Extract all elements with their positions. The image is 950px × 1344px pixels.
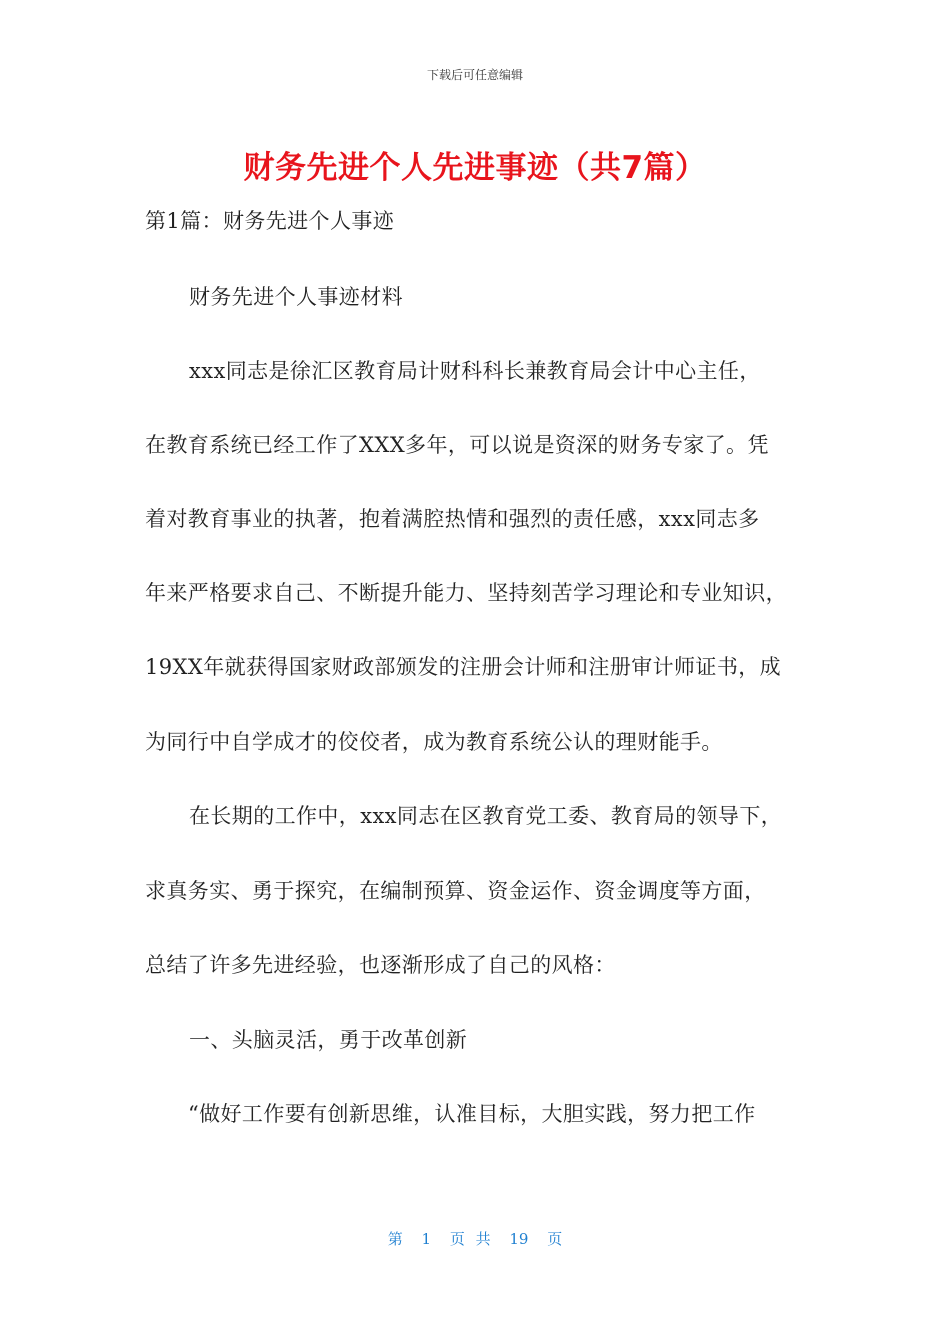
footer-total-pages: 19 [509,1230,529,1248]
document-title: 财务先进个人先进事迹（共7篇） [243,150,707,186]
paragraph-line: 在长期的工作中，xxx同志在区教育党工委、教育局的领导下， [189,804,783,828]
paragraph-line: 为同行中自学成才的佼佼者，成为教育系统公认的理财能手。 [145,730,723,754]
section-heading: 第1篇：财务先进个人事迹 [145,209,395,233]
paragraph-line: 年来严格要求自己、不断提升能力、坚持刻苦学习理论和专业知识， [145,581,787,605]
paragraph-line: 求真务实、勇于探究，在编制预算、资金运作、资金调度等方面， [145,879,766,903]
footer-page-number: 1 [421,1230,432,1248]
footer-middle: 页 共 [449,1230,491,1248]
subsection-heading: 一、头脑灵活，勇于改革创新 [189,1028,468,1052]
paragraph-line: 着对教育事业的执著，抱着满腔热情和强烈的责任感，xxx同志多 [145,507,760,531]
paragraph-line: 总结了许多先进经验，也逐渐形成了自己的风格： [145,953,616,977]
header-note: 下载后可任意编辑 [426,68,523,82]
paragraph-line: 在教育系统已经工作了XXX多年，可以说是资深的财务专家了。凭 [145,433,769,457]
paragraph-line: “做好工作要有创新思维，认准目标，大胆实践，努力把工作 [188,1102,756,1126]
paragraph-line: xxx同志是徐汇区教育局计财科科长兼教育局会计中心主任， [189,359,761,383]
paragraph-line: 财务先进个人事迹材料 [189,285,403,309]
page-footer [0,1228,950,1249]
footer-suffix: 页 [547,1230,563,1248]
paragraph-line: 19XX年就获得国家财政部颁发的注册会计师和注册审计师证书，成 [145,655,782,679]
footer-prefix: 第 [387,1230,403,1248]
